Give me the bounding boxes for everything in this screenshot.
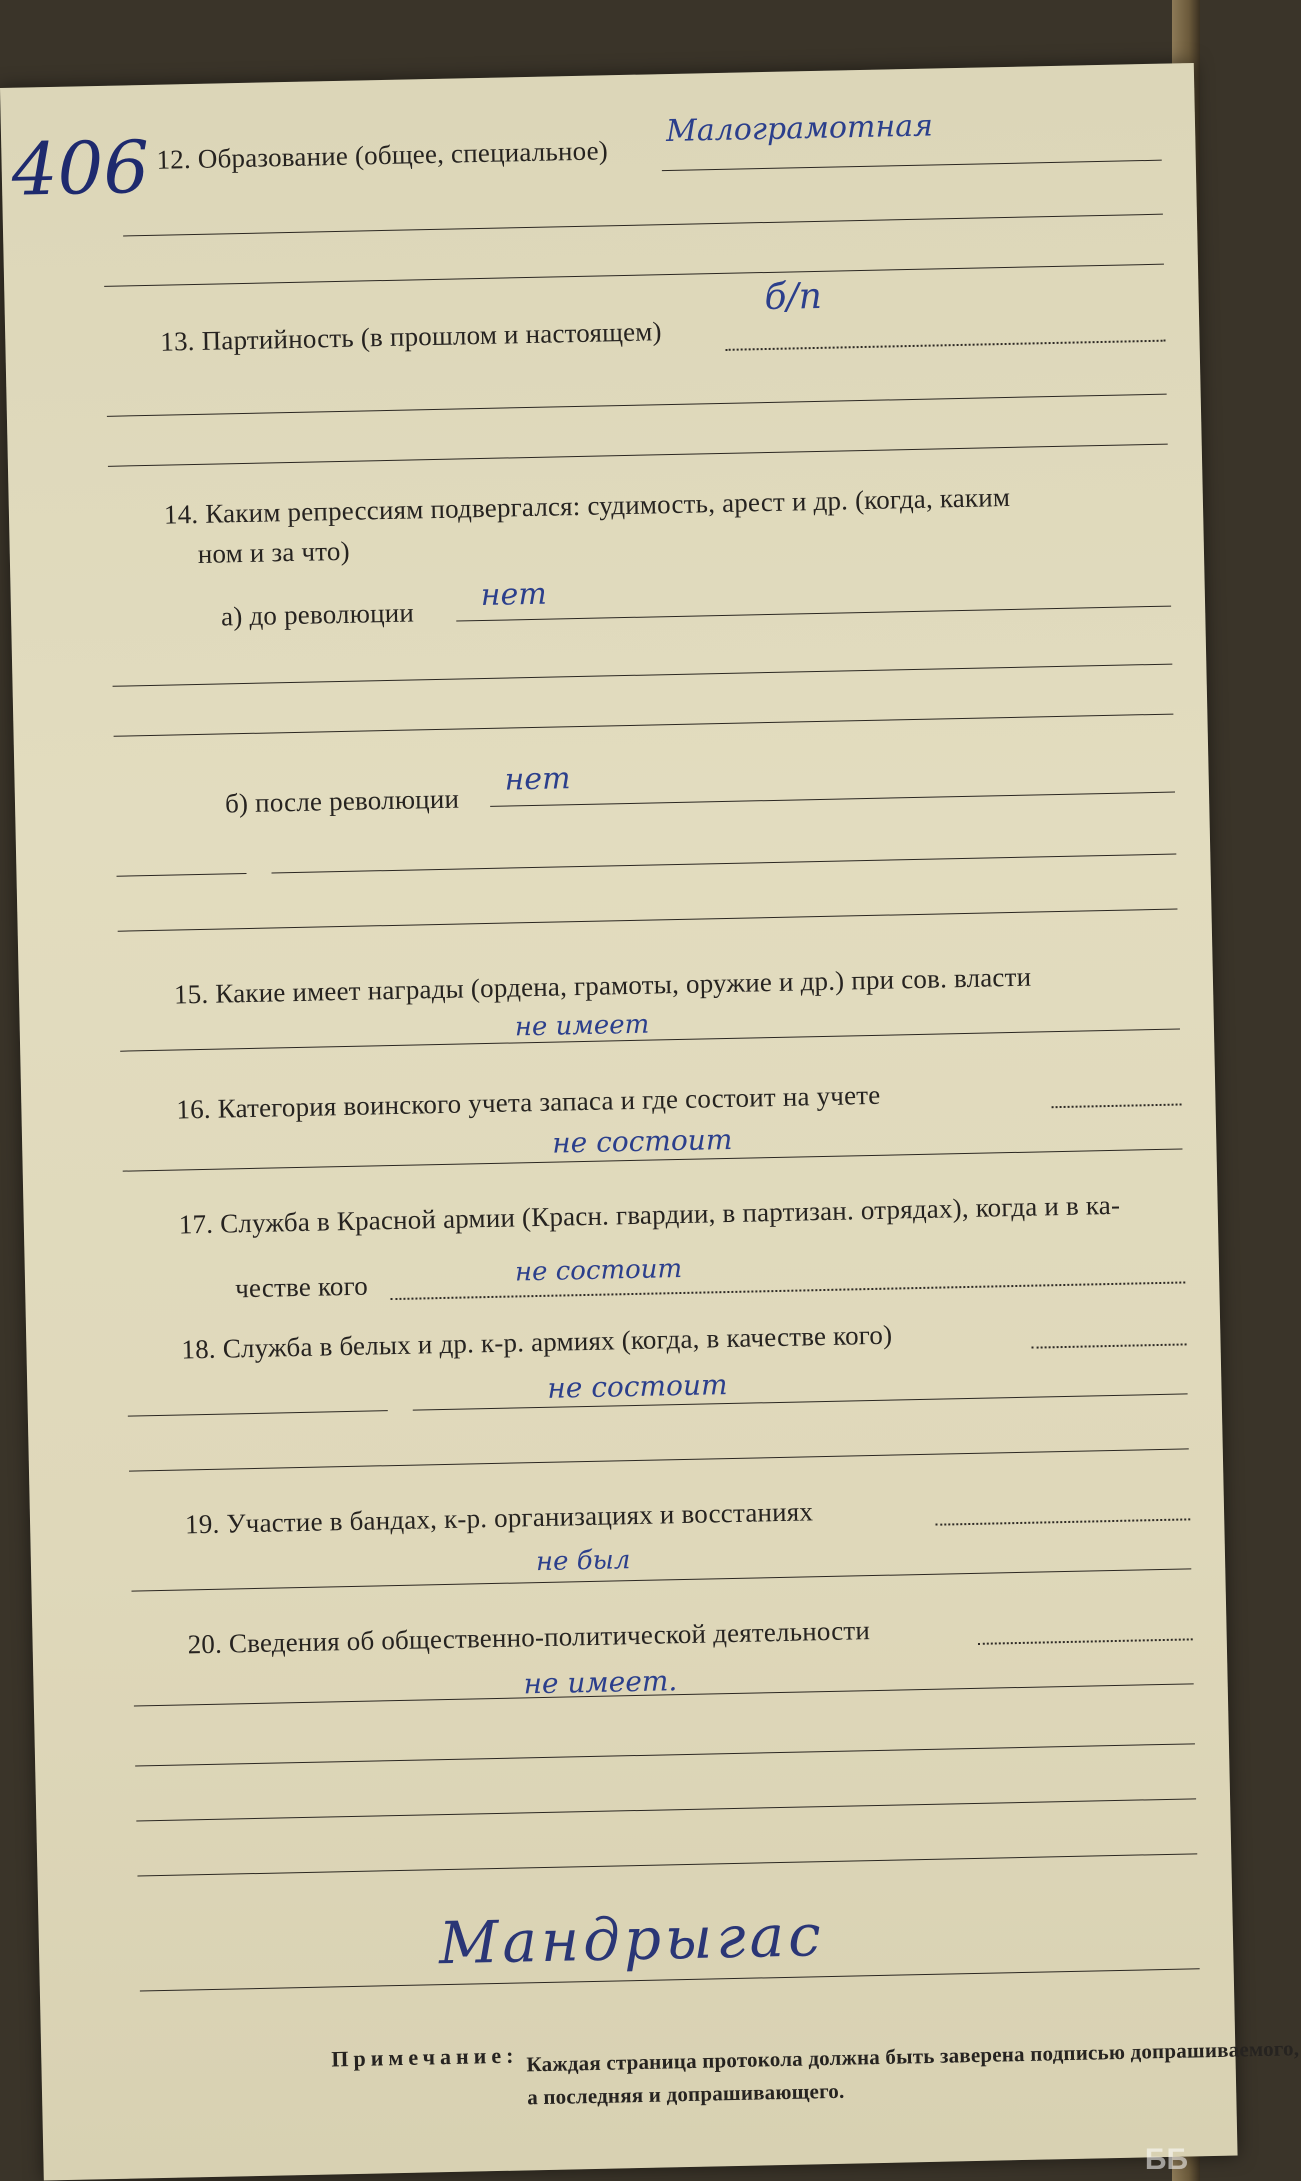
note-line-1: Каждая страница протокола должна быть заверена подписью допрашиваемого, bbox=[526, 2036, 1300, 2077]
item-15-line bbox=[120, 1028, 1180, 1051]
item-15-label: 15. Какие имеет награды (ордена, грамоты, оружие и др.) при сов. власти bbox=[173, 961, 1032, 1010]
item-18-line bbox=[413, 1393, 1188, 1410]
item-14a-label: а) до революции bbox=[220, 597, 415, 632]
item-14-label: 14. Каким репрессиям подвергался: судимость, арест и др. (когда, каким bbox=[163, 481, 1011, 530]
item-16-answer: не состоит bbox=[551, 1122, 733, 1160]
item-19-dots bbox=[935, 1518, 1190, 1525]
item-14a-answer: нет bbox=[480, 576, 548, 614]
item-16-dots bbox=[1052, 1103, 1182, 1108]
item-20-answer: не имеет. bbox=[523, 1664, 678, 1701]
rule-line bbox=[123, 214, 1163, 237]
item-15-answer: не имеет bbox=[514, 1009, 650, 1043]
rule-line bbox=[271, 854, 1176, 874]
item-12-answer: Малограмотная bbox=[665, 108, 934, 150]
rule-line bbox=[104, 264, 1164, 287]
rule-line bbox=[129, 1448, 1189, 1471]
item-14-label-cont: ном и за что) bbox=[197, 535, 351, 569]
item-14b-label: б) после революции bbox=[224, 783, 460, 819]
item-19-label: 19. Участие в бандах, к-р. организациях и восстаниях bbox=[184, 1496, 814, 1540]
item-20-label: 20. Сведения об общественно-политической деятельности bbox=[187, 1615, 871, 1660]
item-17-dots bbox=[390, 1281, 1185, 1300]
note-line-2: а последняя и допрашивающего. bbox=[526, 2078, 845, 2110]
rule-line bbox=[135, 1743, 1195, 1766]
item-13-answer: б/п bbox=[764, 275, 823, 319]
item-12-line bbox=[662, 160, 1162, 171]
rule-line bbox=[117, 873, 247, 877]
rule-line bbox=[113, 664, 1173, 687]
item-20-dots bbox=[978, 1638, 1193, 1645]
item-17-label: 17. Служба в Красной армии (Красн. гвардии, в партизан. отрядах), когда и в ка- bbox=[178, 1189, 1121, 1240]
item-18-dots bbox=[1032, 1343, 1187, 1348]
item-18-label: 18. Служба в белых и др. к-р. армиях (когда, в качестве кого) bbox=[181, 1319, 893, 1365]
archive-number: 406 bbox=[10, 124, 151, 212]
signature: Мандрыгас bbox=[438, 1901, 826, 1978]
rule-line bbox=[137, 1853, 1197, 1876]
item-18-answer: не состоит bbox=[547, 1368, 728, 1405]
rule-line bbox=[128, 1410, 388, 1416]
rule-line bbox=[108, 444, 1168, 467]
item-19-answer: не был bbox=[535, 1545, 631, 1578]
item-13-line bbox=[726, 340, 1166, 351]
item-12-label: 12. Образование (общее, специальное) bbox=[156, 135, 609, 175]
item-17-label-cont: честве кого bbox=[234, 1270, 369, 1304]
questionnaire-page bbox=[0, 63, 1300, 2181]
rule-line bbox=[114, 714, 1174, 737]
rule-line bbox=[107, 394, 1167, 417]
item-14b-answer: нет bbox=[504, 761, 571, 798]
item-19-line bbox=[131, 1568, 1191, 1591]
item-14b-line bbox=[490, 792, 1175, 807]
rule-line bbox=[136, 1798, 1196, 1821]
watermark: ББ bbox=[1144, 2143, 1188, 2176]
item-17-answer: не состоит bbox=[514, 1253, 683, 1288]
item-14a-line bbox=[456, 606, 1171, 622]
note-label: Примечание: bbox=[331, 2042, 519, 2072]
item-13-label: 13. Партийность (в прошлом и настоящем) bbox=[160, 316, 662, 357]
rule-line bbox=[118, 909, 1178, 932]
item-16-label: 16. Категория воинского учета запаса и где состоит на учете bbox=[176, 1079, 881, 1125]
